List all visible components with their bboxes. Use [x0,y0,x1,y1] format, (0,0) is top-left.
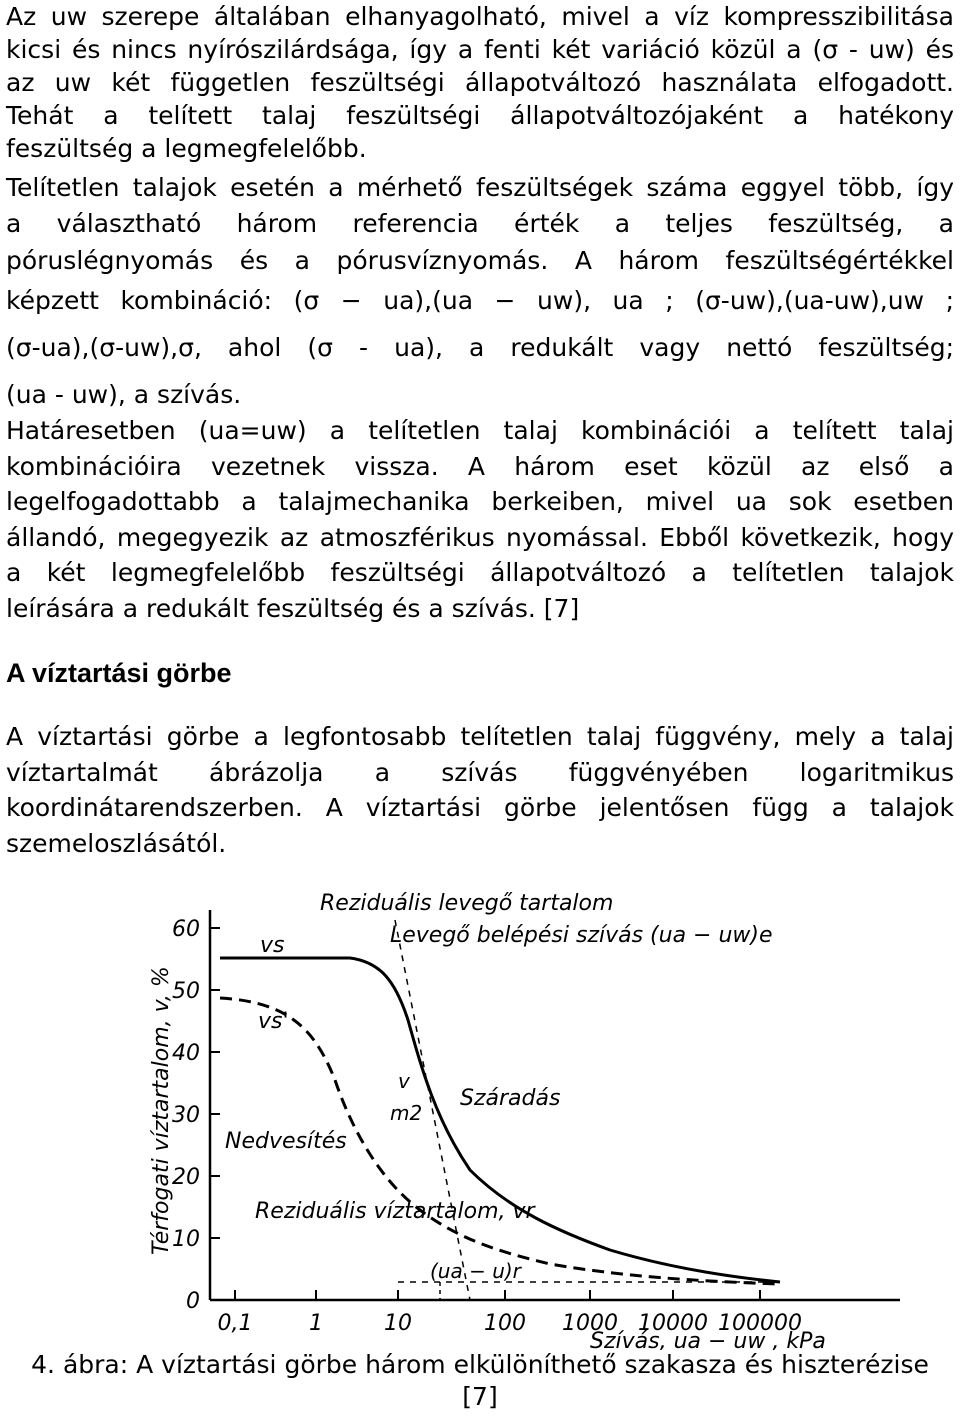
paragraph-3-line-3: legelfogadottabb a talajmechanika berkeiben, mivel ua sok esetben [6,487,954,516]
paragraph-4-line-2: víztartalmát ábrázolja a szívás függvényében logaritmikus [6,758,954,787]
x-tick-marks [235,1290,760,1300]
paragraph-4-line-4: szemeloszlásától. [6,829,227,858]
x-tick-label: 10000 [638,1311,708,1336]
y-tick-label: 50 [172,979,200,1004]
paragraph-3-line-5: a két legmegfelelőbb feszültségi állapotváltozó a telítetlen talajok [6,558,954,587]
y-tick-label: 10 [172,1227,200,1252]
y-tick-label: 60 [172,917,200,942]
v-label: v [398,1069,410,1093]
paragraph-2-line-4: képzett kombináció: (σ − ua),(ua − uw), ua ; (σ-uw),(ua-uw),uw ; [6,286,954,315]
paragraph-2-line-6: (ua - uw), a szívás. [6,380,242,409]
m2-label: m2 [390,1101,423,1125]
paragraph-1-line-1: Az uw szerepe általában elhanyagolható, mivel a víz kompresszibilitása [6,2,954,31]
y-axis-label: Térfogati víztartalom, v, % [149,966,174,1255]
section-heading: A víztartási görbe [6,658,232,688]
vs-prime-label: vs' [258,1009,289,1034]
x-tick-label: 100000 [718,1311,802,1336]
figure-caption-line-1: 4. ábra: A víztartási görbe három elkülöníthető szakasza és hiszterézise [31,1350,929,1379]
x-tick-label: 1000 [562,1311,618,1336]
y-tick-marks [210,928,220,1238]
residual-water-label: Reziduális víztartalom, vr [255,1199,535,1224]
y-tick-label: 0 [186,1289,200,1314]
x-tick-label: 10 [384,1311,412,1336]
paragraph-2-line-3: póruslégnyomás és a pórusvíznyomás. A három feszültségértékkel [6,246,954,275]
paragraph-2-line-1: Telítetlen talajok esetén a mérhető feszültségek száma eggyel több, így [6,173,954,202]
paragraph-2-line-5: (σ-ua),(σ-uw),σ, ahol (σ - ua), a redukált vagy nettó feszültség; [6,333,954,362]
figure-caption-line-2: [7] [462,1382,498,1411]
residual-suction-label: (ua − u)r [430,1259,521,1283]
paragraph-1-line-5: feszültség a legmegfelelőbb. [6,134,367,163]
drying-curve [220,958,780,1282]
residual-air-label: Reziduális levegő tartalom [320,891,614,916]
paragraph-3-line-6: leírására a redukált feszültség és a szívás. [7] [6,594,580,623]
paragraph-1-line-2: kicsi és nincs nyírószilárdsága, így a fenti két variáció közül a (σ - uw) és [6,35,954,64]
paragraph-1-line-3: az uw két független feszültségi állapotváltozó használata elfogadott. [6,68,954,97]
y-tick-label: 20 [172,1165,200,1190]
paragraph-3-line-2: kombinációira vezetnek vissza. A három eset közül az első a [6,452,954,481]
x-tick-label: 100 [484,1311,526,1336]
paragraph-4-line-3: koordinátarendszerben. A víztartási görbe jelentősen függ a talajok [6,793,954,822]
x-tick-label: 1 [309,1311,323,1336]
paragraph-2-line-2: a választható három referencia érték a teljes feszültség, a [6,209,954,238]
air-entry-label: Levegő belépési szívás (ua − uw)e [390,923,773,948]
vs-label: vs [260,933,285,958]
x-axis-label: Szívás, ua − uw , kPa [590,1329,826,1350]
paragraph-4-line-1: A víztartási görbe a legfontosabb telítetlen talaj függvény, mely a talaj [6,722,954,751]
wetting-label: Nedvesítés [225,1129,347,1154]
y-tick-label: 40 [172,1041,200,1066]
drying-label: Száradás [460,1086,561,1111]
paragraph-3-line-4: állandó, megegyezik az atmoszférikus nyomással. Ebből következik, hogy [6,523,954,552]
soil-water-characteristic-figure [140,880,960,1350]
x-tick-label: 0,1 [217,1311,253,1336]
y-tick-label: 30 [172,1103,200,1128]
paragraph-1-line-4: Tehát a telített talaj feszültségi állapotváltozójaként a hatékony [6,101,954,130]
paragraph-3-line-1: Határesetben (ua=uw) a telítetlen talaj kombinációi a telített talaj [6,416,954,445]
